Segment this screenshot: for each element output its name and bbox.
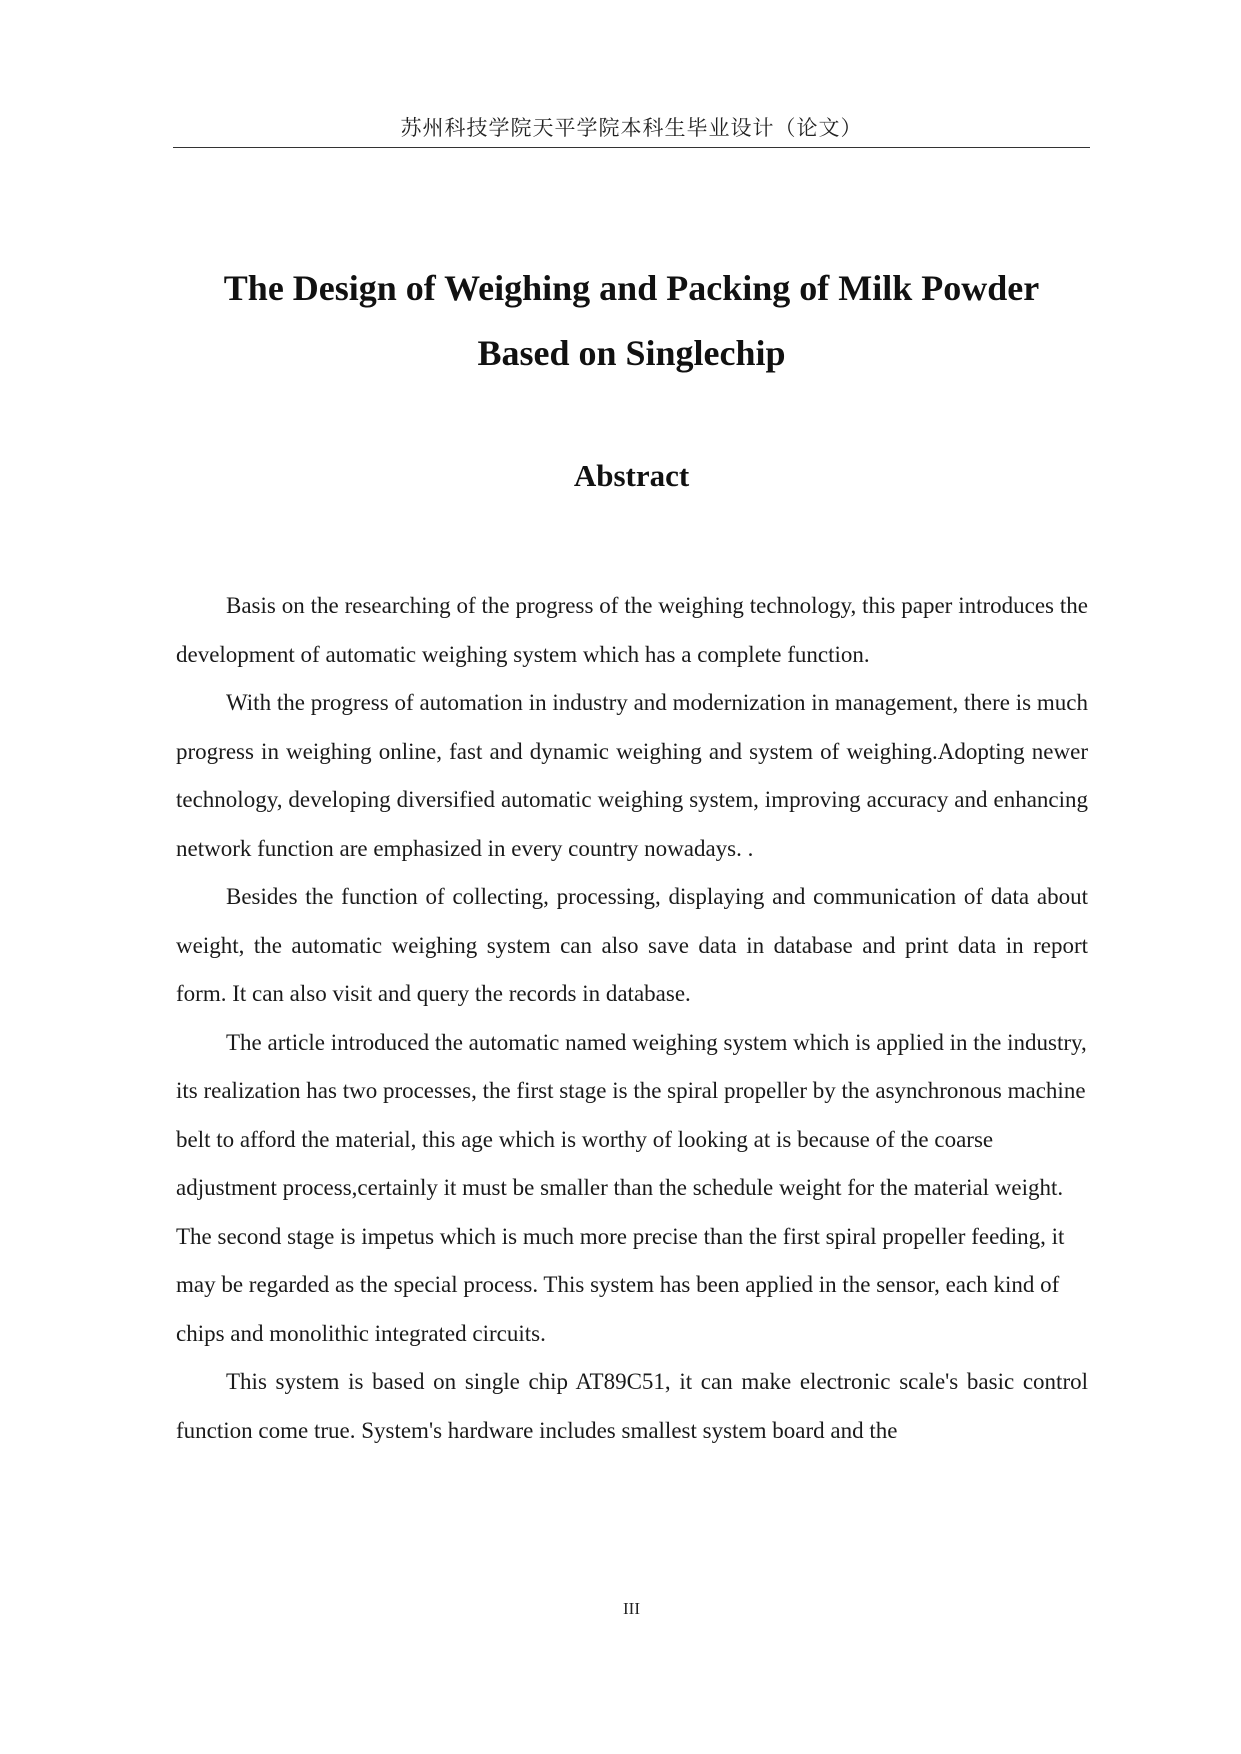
abstract-heading: Abstract xyxy=(573,458,690,493)
abstract-paragraph: Besides the function of collecting, processing, displaying and communication of data about weight, the automatic weighing system can also save data in database and print data in report form. It can also visit and query the records in database. xyxy=(176,884,1088,1006)
abstract-paragraph: With the progress of automation in industry and modernization in management, there is much progress in weighing online, fast and dynamic weighing and system of weighing.Adopting newer technology, developing diversified automatic weighing system, improving accuracy and enhancing network function are emphasized in every country nowadays. . xyxy=(176,690,1088,861)
page-number: III xyxy=(623,1599,640,1618)
running-header: 苏州科技学院天平学院本科生毕业设计（论文） xyxy=(400,116,863,140)
abstract-body xyxy=(176,582,1088,1455)
document-title xyxy=(173,256,1090,386)
title-line-1: The Design of Weighing and Packing of Milk Powder xyxy=(223,268,1040,308)
abstract-paragraph: This system is based on single chip AT89C51, it can make electronic scale's basic control function come true. System's hardware includes smallest system board and the xyxy=(176,1369,1088,1443)
abstract-paragraph: The article introduced the automatic named weighing system which is applied in the industry, its realization has two processes, the first stage is the spiral propeller by the asynchronous machine belt to afford the material, this age which is worthy of looking at is because of the coarse adjustment process,certainly it must be smaller than the schedule weight for the material weight. The second stage is impetus which is much more precise than the first spiral propeller feeding, it may be regarded as the special process. This system has been applied in the sensor, each kind of chips and monolithic integrated circuits. xyxy=(176,1029,1087,1346)
title-line-2: Based on Singlechip xyxy=(477,333,786,373)
abstract-paragraph: Basis on the researching of the progress of the weighing technology, this paper introduces the development of automatic weighing system which has a complete function. xyxy=(176,593,1088,667)
header-rule xyxy=(173,147,1090,148)
